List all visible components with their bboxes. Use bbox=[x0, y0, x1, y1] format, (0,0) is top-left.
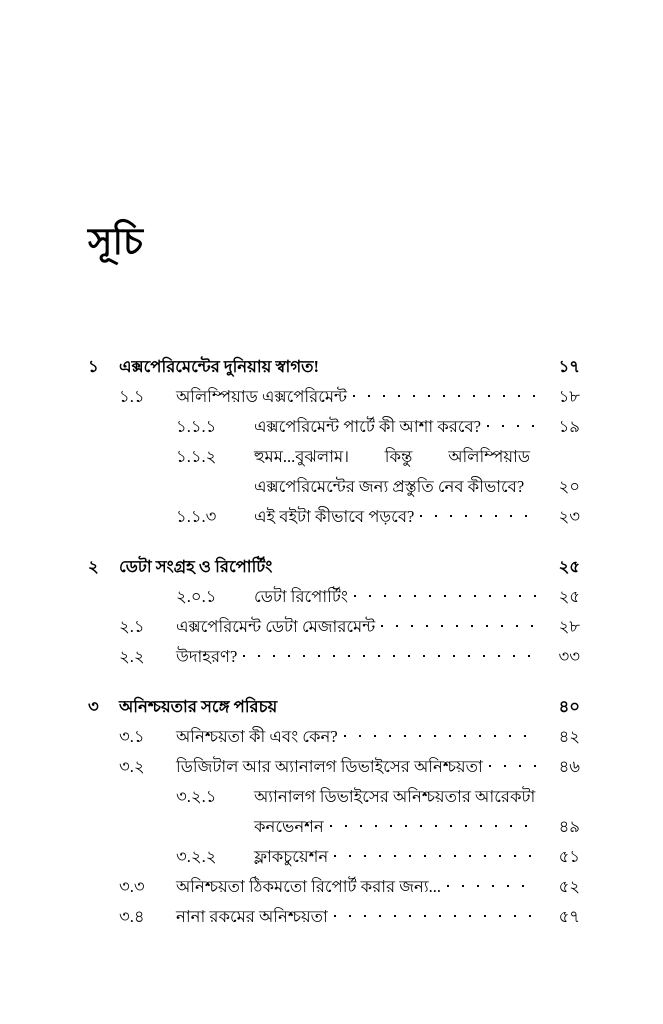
toc-entry-number: ২.১ bbox=[119, 617, 145, 636]
toc-entry-page: ৪২ bbox=[558, 727, 580, 746]
toc-dot-leader bbox=[243, 646, 536, 663]
toc-dot-leader bbox=[487, 416, 536, 433]
toc-entry[interactable] bbox=[88, 412, 580, 442]
toc-group-chapter-1 bbox=[88, 352, 580, 532]
toc-entry-title: অলিম্পিয়াড এক্সপেরিমেন্ট bbox=[176, 387, 347, 406]
toc-dot-leader bbox=[283, 696, 536, 713]
toc-entry[interactable] bbox=[88, 842, 580, 872]
toc-entry-title: ডিজিটাল আর অ্যানালগ ডিভাইসের অনিশ্চয়তা bbox=[176, 757, 483, 776]
toc-entry-title-line1 bbox=[254, 442, 536, 472]
toc-entry-title: অনিশ্চয়তা কী এবং কেন? bbox=[176, 727, 338, 746]
toc-entry-number: ৩.২ bbox=[119, 757, 145, 776]
toc-dot-leader bbox=[447, 876, 536, 893]
toc-entry-number: ৩.৪ bbox=[119, 907, 145, 926]
toc-entry-title-line2: এক্সপেরিমেন্টের জন্য প্রস্তুতি নেব কীভাবে? bbox=[254, 477, 525, 496]
toc-entry[interactable] bbox=[88, 382, 580, 412]
toc-entry-title: অনিশ্চয়তার সঙ্গে পরিচয় bbox=[119, 697, 278, 716]
toc-entry-title: ডেটা রিপোর্টিং bbox=[254, 587, 348, 606]
toc-entry-title-line1 bbox=[254, 782, 541, 812]
toc-entry-title: নানা রকমের অনিশ্চয়তা bbox=[176, 907, 328, 926]
toc-dot-leader bbox=[489, 756, 536, 773]
table-of-contents bbox=[88, 352, 580, 932]
toc-entry-title-fragment: অ্যানালগ ডিভাইসের অনিশ্চয়তার আরেকটা bbox=[254, 787, 536, 806]
toc-entry-number: ১.১.১ bbox=[176, 417, 217, 436]
toc-entry[interactable] bbox=[88, 872, 580, 902]
toc-entry-title-line2: কনভেনশন bbox=[254, 817, 324, 836]
toc-entry-page: ২৮ bbox=[558, 617, 580, 636]
toc-entry-page: ৫৭ bbox=[558, 907, 580, 926]
toc-dot-leader bbox=[334, 906, 536, 923]
toc-entry[interactable] bbox=[88, 782, 580, 812]
toc-entry-title: ফ্লাকচুয়েশন bbox=[254, 847, 329, 866]
toc-entry-number: ১.১.২ bbox=[176, 447, 217, 466]
toc-dot-leader bbox=[278, 556, 536, 573]
toc-entry[interactable] bbox=[88, 442, 580, 472]
toc-entry-continuation[interactable] bbox=[88, 472, 580, 502]
toc-entry-number: ১.১ bbox=[119, 387, 145, 406]
toc-entry-number: ৩.১ bbox=[119, 727, 145, 746]
toc-entry-title-fragment: কিন্তু bbox=[384, 447, 413, 466]
page-title: সূচি bbox=[88, 222, 143, 263]
toc-entry-page: ২০ bbox=[558, 477, 580, 496]
toc-entry-number: ৩.২.২ bbox=[176, 847, 217, 866]
toc-entry[interactable] bbox=[88, 552, 580, 582]
toc-entry-title: অনিশ্চয়তা ঠিকমতো রিপোর্ট করার জন্য... bbox=[176, 877, 442, 896]
toc-entry-number: ২.২ bbox=[119, 647, 145, 666]
toc-entry-number: ১ bbox=[88, 357, 99, 376]
toc-entry-title: এই বইটা কীভাবে পড়বে? bbox=[254, 507, 415, 526]
toc-entry[interactable] bbox=[88, 722, 580, 752]
toc-entry-continuation[interactable] bbox=[88, 812, 580, 842]
toc-entry-title: এক্সপেরিমেন্ট পার্টে কী আশা করবে? bbox=[254, 417, 481, 436]
toc-entry-page: ২৫ bbox=[558, 557, 580, 576]
toc-dot-leader bbox=[334, 846, 536, 863]
toc-entry-page: ৩৩ bbox=[558, 647, 580, 666]
toc-entry-page: ২৫ bbox=[558, 587, 580, 606]
toc-entry[interactable] bbox=[88, 642, 580, 672]
toc-entry-title: এক্সপেরিমেন্টের দুনিয়ায় স্বাগত! bbox=[119, 357, 320, 376]
toc-dot-leader bbox=[344, 726, 536, 743]
toc-entry-number: ৩.২.১ bbox=[176, 787, 217, 806]
toc-entry-page: ১৯ bbox=[558, 417, 580, 436]
toc-entry-page: ৫২ bbox=[558, 877, 580, 896]
toc-entry-page: ২৩ bbox=[558, 507, 580, 526]
toc-entry-page: ৫১ bbox=[558, 847, 580, 866]
toc-entry-page: ৪৬ bbox=[558, 757, 580, 776]
toc-entry[interactable] bbox=[88, 902, 580, 932]
toc-dot-leader bbox=[530, 476, 536, 493]
toc-entry-title: ডেটা সংগ্রহ ও রিপোর্টিং bbox=[119, 557, 273, 576]
toc-entry[interactable] bbox=[88, 502, 580, 532]
toc-dot-leader bbox=[353, 386, 536, 403]
toc-entry-title-fragment: হুমম...বুঝলাম। bbox=[254, 447, 350, 466]
toc-group-chapter-2 bbox=[88, 552, 580, 672]
toc-entry[interactable] bbox=[88, 612, 580, 642]
toc-entry-number: ২.০.১ bbox=[176, 587, 217, 606]
toc-dot-leader bbox=[325, 356, 536, 373]
toc-entry-number: ৩.৩ bbox=[119, 877, 145, 896]
toc-entry[interactable] bbox=[88, 582, 580, 612]
toc-entry-number: ১.১.৩ bbox=[176, 507, 217, 526]
toc-group-chapter-3 bbox=[88, 692, 580, 932]
toc-entry-page: ১৭ bbox=[558, 357, 580, 376]
toc-entry-title-fragment: অলিম্পিয়াড bbox=[448, 447, 530, 466]
toc-dot-leader bbox=[381, 616, 536, 633]
toc-entry-number: ২ bbox=[88, 557, 99, 576]
toc-entry-title: এক্সপেরিমেন্ট ডেটা মেজারমেন্ট bbox=[176, 617, 376, 636]
toc-entry[interactable] bbox=[88, 352, 580, 382]
toc-entry-title: উদাহরণ? bbox=[176, 647, 238, 666]
toc-entry-page: ৪০ bbox=[558, 697, 580, 716]
toc-entry[interactable] bbox=[88, 752, 580, 782]
toc-dot-leader bbox=[330, 816, 536, 833]
toc-dot-leader bbox=[420, 506, 536, 523]
toc-entry-page: ৪৯ bbox=[558, 817, 580, 836]
toc-dot-leader bbox=[354, 586, 536, 603]
toc-entry[interactable] bbox=[88, 692, 580, 722]
toc-entry-number: ৩ bbox=[88, 697, 99, 716]
toc-entry-page: ১৮ bbox=[558, 387, 580, 406]
